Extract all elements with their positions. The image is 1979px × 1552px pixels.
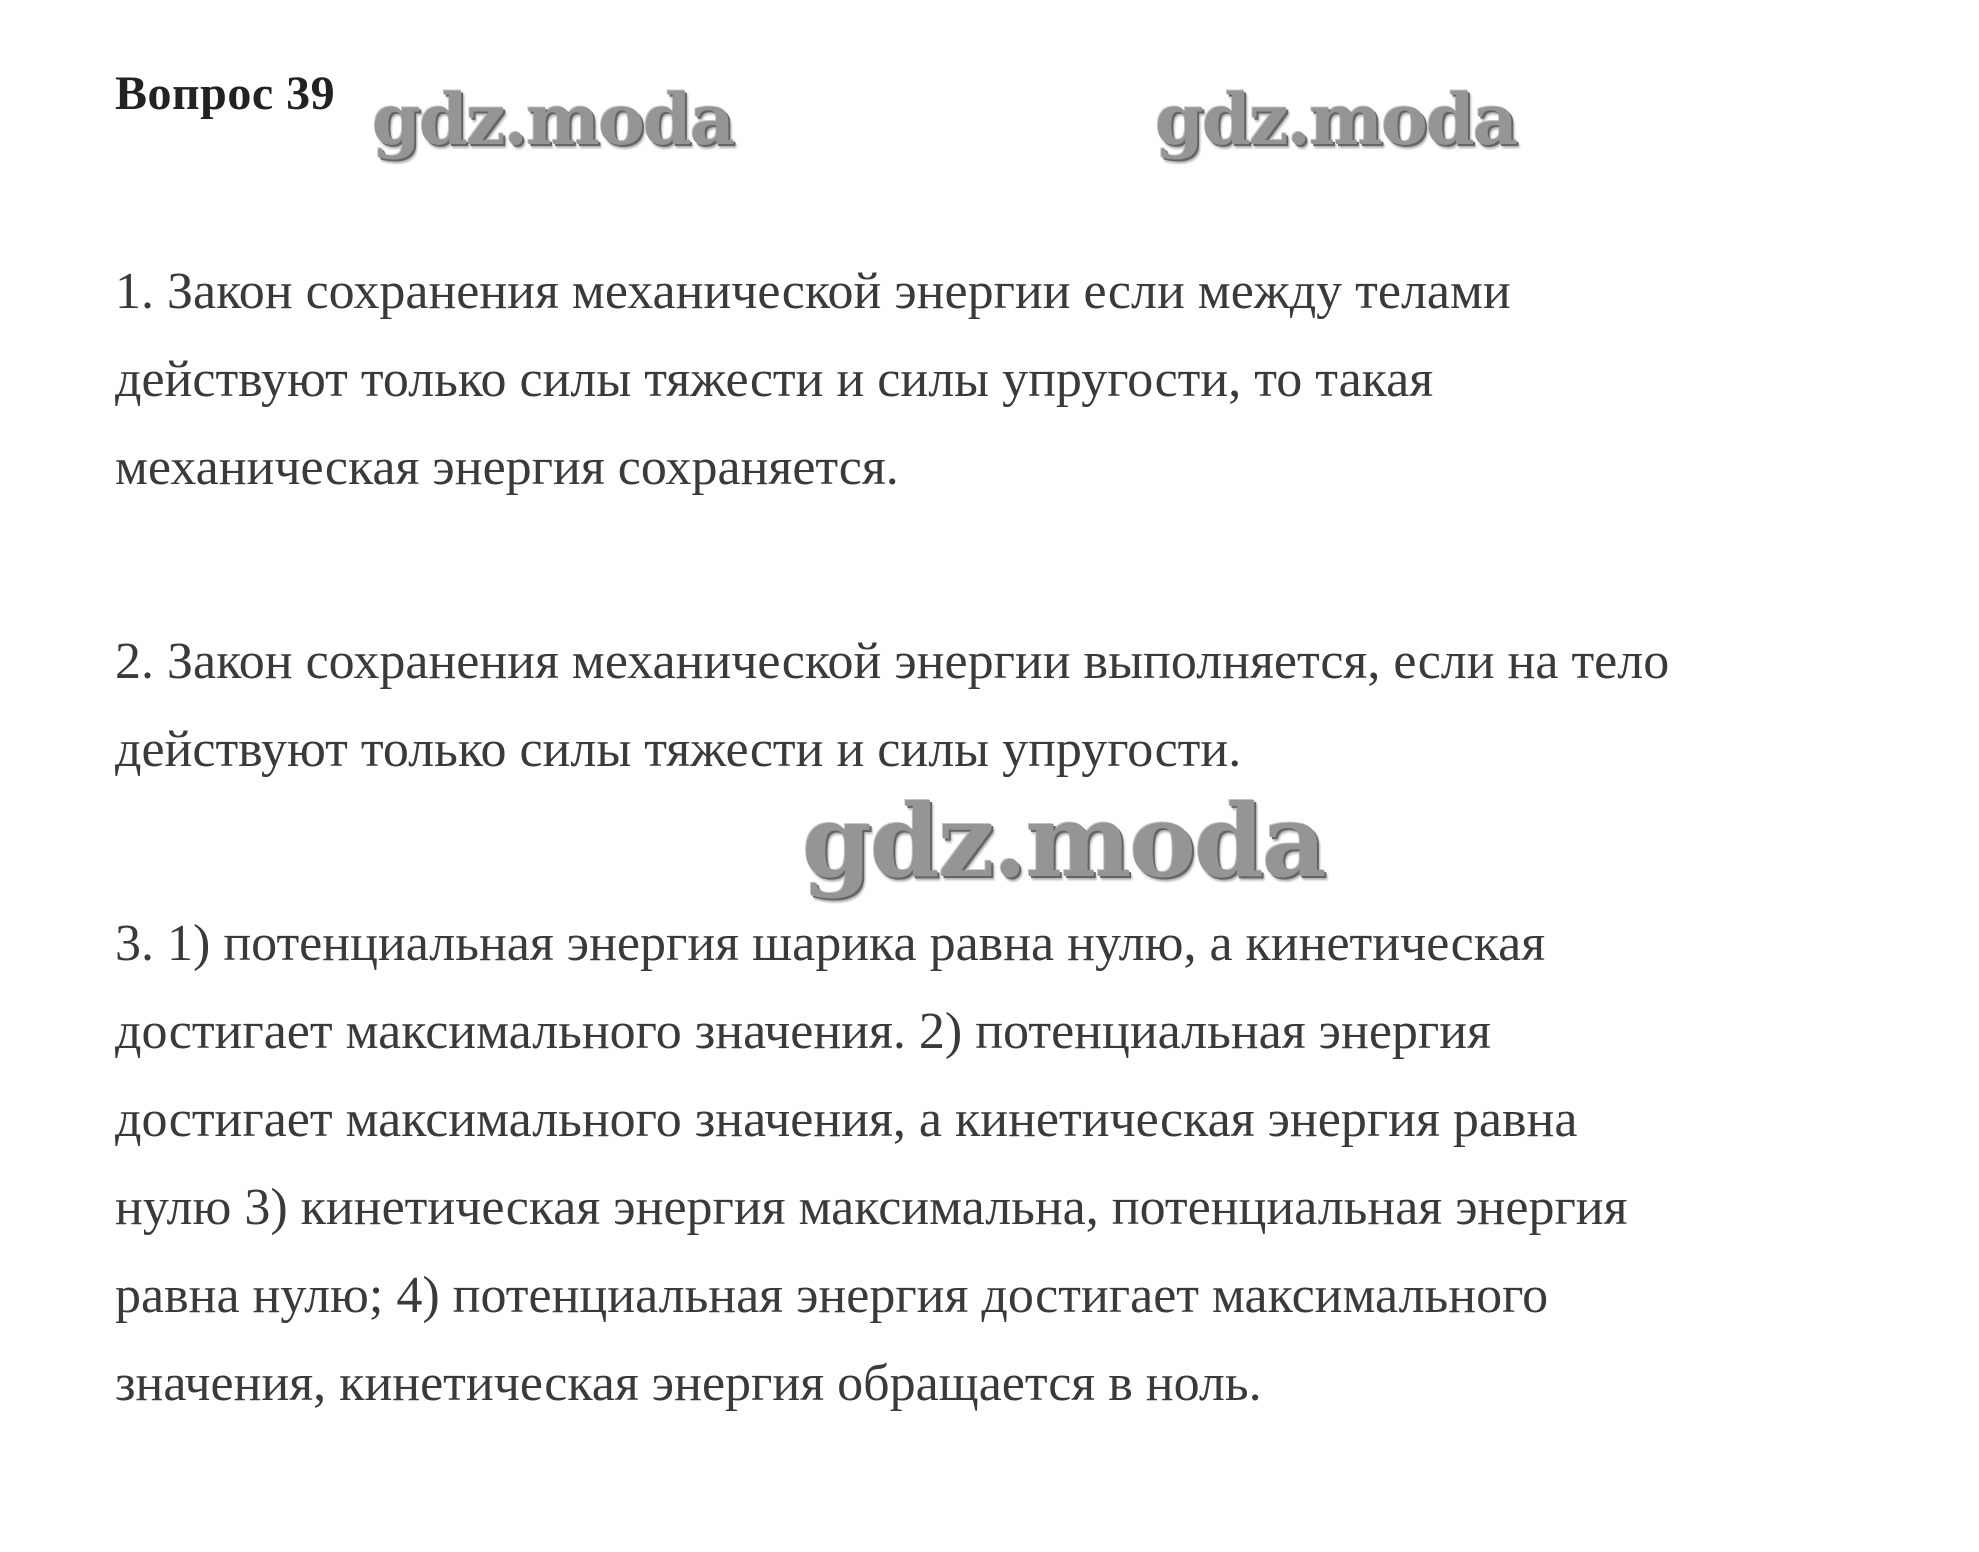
answer-line: 1. Закон сохранения механической энергии если между телами — [115, 263, 1511, 320]
answer-line: нулю 3) кинетическая энергия максимальна, потенциальная энергия — [115, 1179, 1628, 1236]
watermark-logo: gdz.moda — [802, 782, 1325, 900]
answer-line: достигает максимального значения. 2) потенциальная энергия — [115, 1003, 1491, 1060]
answer-line: 3. 1) потенциальная энергия шарика равна нулю, а кинетическая — [115, 915, 1546, 972]
answer-line: достигает максимального значения, а кинетическая энергия равна — [115, 1091, 1578, 1148]
answer-line: 2. Закон сохранения механической энергии выполняется, если на тело — [115, 633, 1670, 690]
answer-paragraph-3 — [115, 900, 1875, 1428]
question-heading: Вопрос 39 — [115, 67, 336, 120]
answer-paragraph-2 — [115, 618, 1875, 794]
watermark-logo: gdz.moda — [372, 78, 734, 161]
answer-line: действуют только силы тяжести и силы упругости. — [115, 721, 1242, 778]
answer-line: механическая энергия сохраняется. — [115, 439, 899, 496]
answer-paragraph-1 — [115, 248, 1875, 512]
answer-line: равна нулю; 4) потенциальная энергия достигает максимального — [115, 1267, 1549, 1324]
answer-line: значения, кинетическая энергия обращается в ноль. — [115, 1355, 1262, 1412]
watermark-logo: gdz.moda — [1155, 78, 1517, 161]
answer-line: действуют только силы тяжести и силы упругости, то такая — [115, 351, 1434, 408]
